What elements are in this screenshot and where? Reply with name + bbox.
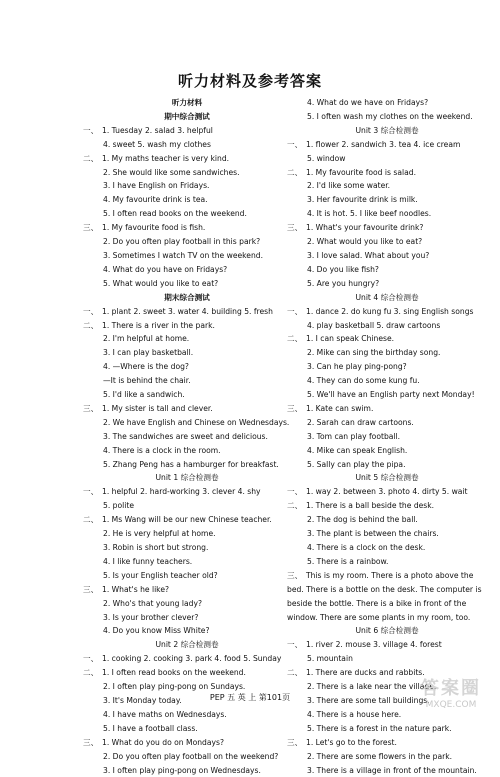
section-number: 一、 [83,485,102,499]
answer-line [83,360,291,374]
section-number: 三、 [83,221,102,235]
answer-line [287,374,487,388]
line-text: 3. There is a village in front of the mountain. [307,766,477,775]
answer-line [83,527,291,541]
answer-line [83,499,291,513]
line-text: 1. Tuesday 2. salad 3. helpful [102,126,213,135]
answer-line [287,638,487,652]
answer-line [83,152,291,166]
section-number: 三、 [287,569,306,583]
section-number: 一、 [83,652,102,666]
line-text: 3. The sandwiches are sweet and delicious. [103,432,268,441]
line-text: 5. There is a rainbow. [307,557,388,566]
answer-line [83,513,291,527]
answer-line [287,179,487,193]
line-text: 3. Tom can play football. [307,432,400,441]
line-text: 期末综合测试 [164,293,210,302]
line-text: —It is behind the chair. [103,376,191,385]
section-number: 三、 [83,736,102,750]
line-text: 5. I often wash my clothes on the weekend. [307,112,473,121]
line-text: 1. There is a river in the park. [102,321,215,330]
answer-line [287,249,487,263]
unit-heading [83,471,291,485]
answer-line [83,166,291,180]
line-text: 3. Is your brother clever? [103,613,198,622]
line-text: 5. Is your English teacher old? [103,571,218,580]
watermark-mark: 答案圈 [410,678,492,700]
unit-heading [287,471,487,485]
section-number: 一、 [287,485,306,499]
answer-line [83,277,291,291]
line-text: 2. Do you often play football in this park? [103,237,260,246]
line-text: 5. I'd like a sandwich. [103,390,185,399]
section-heading [83,110,291,124]
line-text: 1. helpful 2. hard-working 3. clever 4. shy [102,487,261,496]
unit-heading [287,291,487,305]
line-text: 1. My favourite food is fish. [102,223,205,232]
line-text: 2. Who's that young lady? [103,599,202,608]
line-text: 2. The dog is behind the ball. [307,515,418,524]
answer-line [83,416,291,430]
line-text: 2. I'd like some water. [307,181,390,190]
answer-line [287,166,487,180]
line-text: 1. There is a ball beside the desk. [306,501,434,510]
answer-line [83,249,291,263]
answer-line [287,652,487,666]
answer-line [83,555,291,569]
line-text: 5. I often read books on the weekend. [103,209,247,218]
line-text: 4. My favourite drink is tea. [103,195,208,204]
line-text: 3. The plant is between the chairs. [307,529,439,538]
watermark-url: MXQE.COM [426,700,477,710]
line-text: Unit 1 综合检测卷 [155,473,218,482]
line-text: 2. I often play ping-pong on Sundays. [103,682,245,691]
answer-line [83,485,291,499]
line-text: 3. It's Monday today. [103,696,182,705]
line-text: Unit 5 综合检测卷 [355,473,418,482]
line-text: 3. I have English on Fridays. [103,181,209,190]
line-text: 1. What's he like? [102,585,169,594]
line-text: 4. What do you have on Fridays? [103,265,227,274]
answer-line [287,513,487,527]
answer-line [287,319,487,333]
line-text: 3. Can he play ping-pong? [307,362,407,371]
line-text: 4. —Where is the dog? [103,362,189,371]
answer-line [287,402,487,416]
line-text: 4. sweet 5. wash my clothes [103,140,211,149]
line-text: 1. What's your favourite drink? [306,223,423,232]
line-text: 5. I have a football class. [103,724,198,733]
line-text: 1. Ms Wang will be our new Chinese teacher. [102,515,272,524]
line-text: 3. I can play basketball. [103,348,193,357]
answer-line [287,430,487,444]
answer-line [287,96,487,110]
left-column [83,96,291,777]
line-text: 1. Kate can swim. [306,404,373,413]
answer-line [287,555,487,569]
answer-line [287,193,487,207]
section-number: 二、 [287,499,306,513]
section-number: 三、 [287,221,306,235]
answer-line [287,527,487,541]
line-text: 2. He is very helpful at home. [103,529,216,538]
section-number: 一、 [287,138,306,152]
answer-line [287,305,487,319]
line-text: 1. cooking 2. cooking 3. park 4. food 5. Sunday [102,654,281,663]
answer-line [83,444,291,458]
section-number: 一、 [287,638,306,652]
section-number: 二、 [287,332,306,346]
answer-line [83,541,291,555]
line-text: 1. My sister is tall and clever. [102,404,213,413]
answer-line [83,583,291,597]
answer-line [83,221,291,235]
line-text: 1. dance 2. do kung fu 3. sing English songs [306,307,473,316]
line-text: 4. It is hot. 5. I like beef noodles. [307,209,431,218]
answer-line [83,374,291,388]
line-text: 1. flower 2. sandwich 3. tea 4. ice cream [306,140,460,149]
line-text: 听力材料 [172,98,202,107]
section-heading [83,291,291,305]
watermark-logo [410,678,492,716]
answer-line [287,332,487,346]
line-text: 2. There are some flowers in the park. [307,752,452,761]
line-text: 1. There are ducks and rabbits. [306,668,425,677]
answer-line [83,722,291,736]
answer-line [83,319,291,333]
answer-line [83,430,291,444]
line-text: 4. Do you know Miss White? [103,626,210,635]
answer-line [83,402,291,416]
answer-line [287,235,487,249]
line-text: 2. We have English and Chinese on Wednesdays. [103,418,289,427]
answer-line [287,722,487,736]
section-number: 二、 [83,513,102,527]
answer-line [287,360,487,374]
answer-line [287,388,487,402]
answer-line [83,138,291,152]
answer-line [83,624,291,638]
answer-line [287,152,487,166]
answer-line [287,458,487,472]
line-text: 1. river 2. mouse 3. village 4. forest [306,640,442,649]
answer-line [287,485,487,499]
section-number: 二、 [83,152,102,166]
line-text: 5. We'll have an English party next Monday! [307,390,475,399]
section-number: 三、 [83,583,102,597]
line-text: 2. I'm helpful at home. [103,334,189,343]
answer-line [83,652,291,666]
answer-line [83,611,291,625]
answer-line [287,207,487,221]
line-text: 期中综合测试 [164,112,210,121]
section-number: 一、 [83,124,102,138]
section-number: 二、 [287,666,306,680]
answer-line [287,541,487,555]
answer-line [83,124,291,138]
unit-heading [83,638,291,652]
section-number: 二、 [287,166,306,180]
section-heading [83,96,291,110]
line-text: 2. Sarah can draw cartoons. [307,418,414,427]
line-text: 5. Sally can play the pipa. [307,460,406,469]
section-number: 一、 [287,305,306,319]
line-text: 4. I have maths on Wednesdays. [103,710,227,719]
answer-line [287,736,487,750]
line-text: 1. I often read books on the weekend. [102,668,246,677]
answer-paragraph [287,569,487,625]
section-number: 三、 [83,402,102,416]
answer-line [287,138,487,152]
answer-line [83,736,291,750]
line-text: 3. I love salad. What about you? [307,251,429,260]
line-text: 5. Are you hungry? [307,279,379,288]
section-number: 一、 [83,305,102,319]
line-text: 4. I like funny teachers. [103,557,192,566]
line-text: 2. Mike can sing the birthday song. [307,348,440,357]
answer-line [83,179,291,193]
answer-line [287,444,487,458]
answer-line [83,332,291,346]
line-text: 3. I often play ping-pong on Wednesdays. [103,766,261,775]
line-text: 1. What do you do on Mondays? [102,738,224,747]
line-text: Unit 3 综合检测卷 [355,126,418,135]
right-column [287,96,487,777]
line-text: 1. Let's go to the forest. [306,738,397,747]
page-footer: PEP 五 英 上 第101页 [0,692,500,703]
line-text: Unit 2 综合检测卷 [155,640,218,649]
answer-line [287,263,487,277]
line-text: 4. play basketball 5. draw cartoons [307,321,440,330]
answer-line [287,499,487,513]
line-text: 4. Mike can speak English. [307,446,407,455]
answer-line [287,416,487,430]
answer-line [83,597,291,611]
line-text: 1. My favourite food is salad. [306,168,416,177]
line-text: 5. There is a forest in the nature park. [307,724,452,733]
answer-line [287,277,487,291]
line-text: 4. There is a clock on the desk. [307,543,425,552]
line-text: 2. She would like some sandwiches. [103,168,240,177]
answer-line [83,346,291,360]
answer-line [287,346,487,360]
answer-line [83,207,291,221]
line-text: 1. I can speak Chinese. [306,334,394,343]
line-text: 4. What do we have on Fridays? [307,98,428,107]
line-text: 5. polite [103,501,134,510]
line-text: 2. There is a lake near the village. [307,682,436,691]
answer-line [83,764,291,777]
line-text: 1. My maths teacher is very kind. [102,154,229,163]
answer-line [83,569,291,583]
line-text: 4. There is a house here. [307,710,401,719]
answer-line [83,263,291,277]
line-text: 1. plant 2. sweet 3. water 4. building 5. fresh [102,307,273,316]
answer-line [287,764,487,777]
line-text: 4. There is a clock in the room. [103,446,221,455]
page-title: 听力材料及参考答案 [0,70,500,91]
answer-line [83,750,291,764]
section-number: 三、 [287,736,306,750]
answer-line [83,193,291,207]
line-text: 5. Zhang Peng has a hamburger for breakfast. [103,460,279,469]
unit-heading [287,624,487,638]
line-text: 1. way 2. between 3. photo 4. dirty 5. wait [306,487,468,496]
line-text: 3. Her favourite drink is milk. [307,195,418,204]
line-text: 3. There are some tall buildings. [307,696,430,705]
line-text: Unit 4 综合检测卷 [355,293,418,302]
section-number: 二、 [83,666,102,680]
line-text: 4. They can do some kung fu. [307,376,420,385]
answer-line [83,458,291,472]
answer-line [287,221,487,235]
line-text: 5. window [307,154,345,163]
line-text: 3. Robin is short but strong. [103,543,208,552]
line-text: 2. What would you like to eat? [307,237,422,246]
line-text: 4. Do you like fish? [307,265,379,274]
line-text: 3. Sometimes I watch TV on the weekend. [103,251,263,260]
line-text: Unit 6 综合检测卷 [355,626,418,635]
answer-line [83,388,291,402]
unit-heading [287,124,487,138]
line-text: 2. Do you often play football on the weekend? [103,752,278,761]
answer-line [287,750,487,764]
answer-line [83,305,291,319]
answer-line [83,235,291,249]
line-text: 5. mountain [307,654,353,663]
line-text: This is my room. There is a photo above the bed. There is a bottle on the desk. The computer is beside the bottle. There is a bike in front of the window. There are some plants in my room, too. [287,571,482,622]
answer-line [83,666,291,680]
line-text: 5. What would you like to eat? [103,279,218,288]
answer-line [287,110,487,124]
section-number: 二、 [83,319,102,333]
section-number: 三、 [287,402,306,416]
